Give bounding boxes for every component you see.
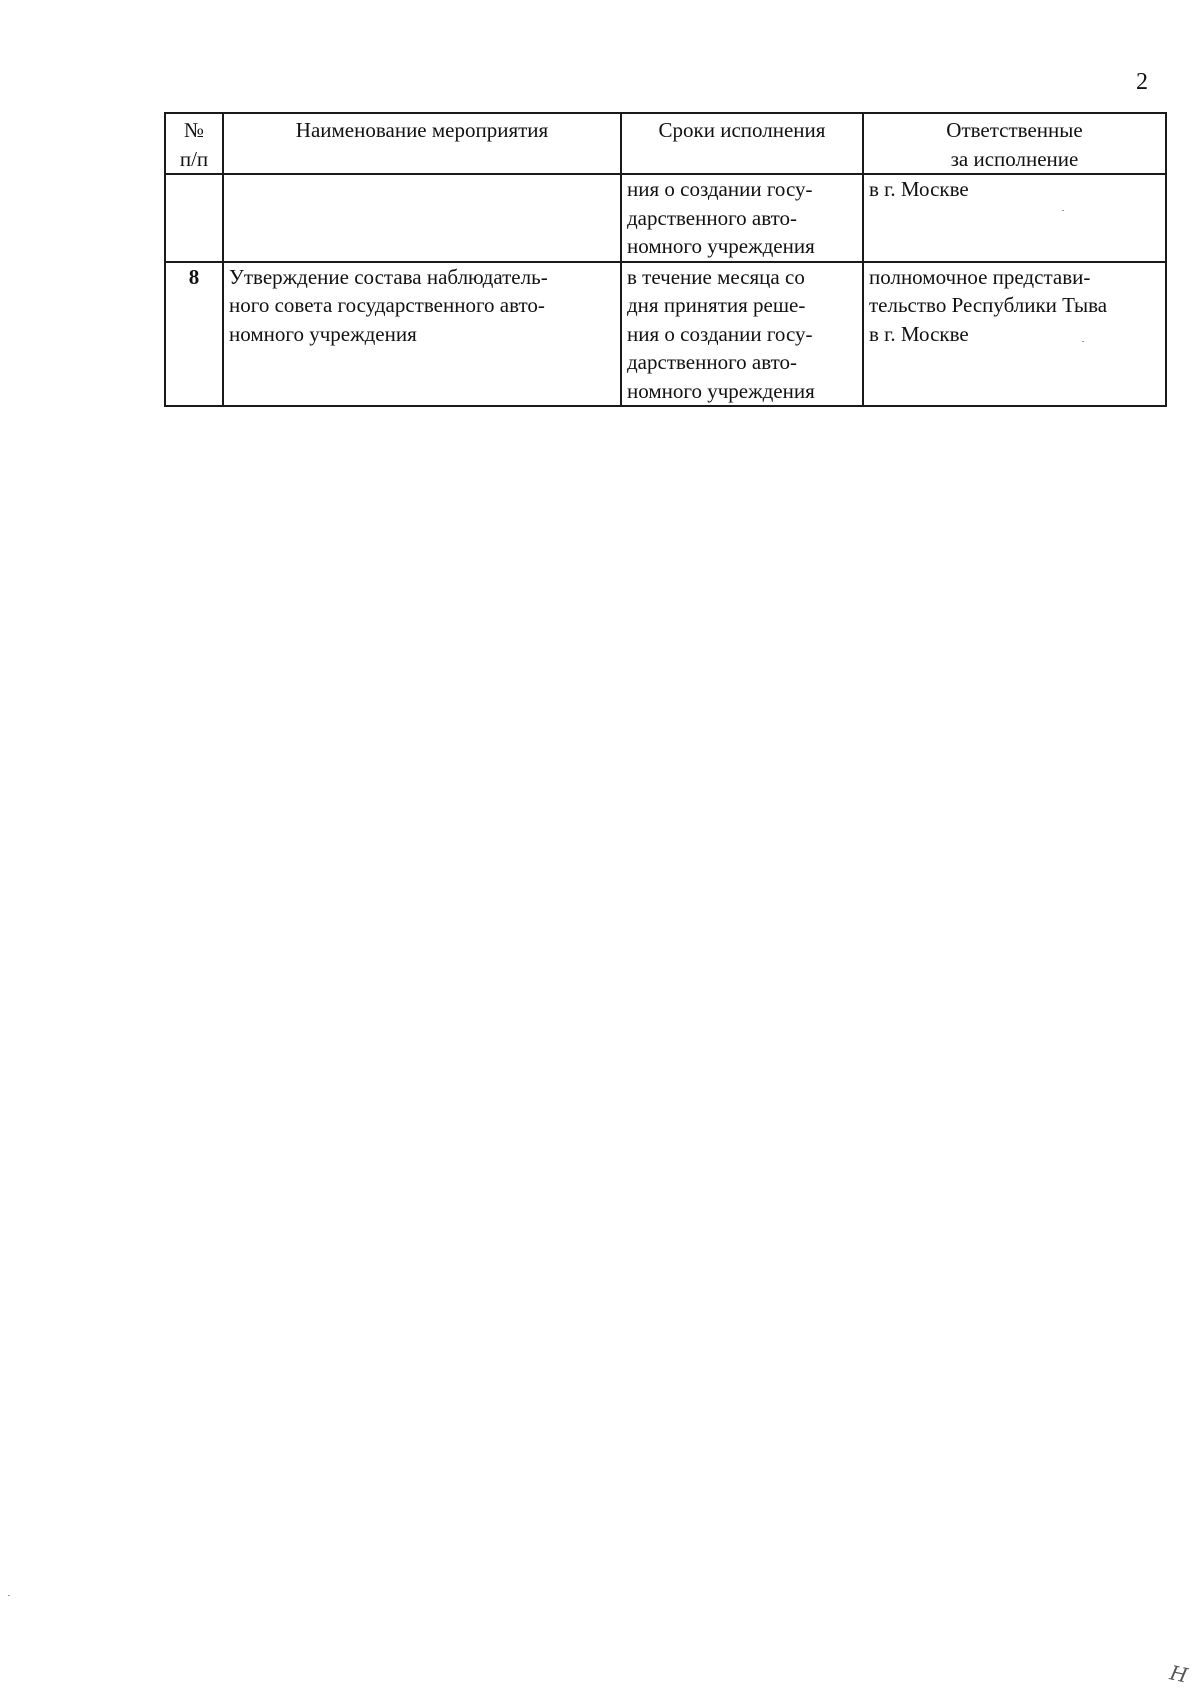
scan-speck — [8, 1595, 10, 1596]
activity-plan-table — [164, 112, 1167, 407]
deadline-line: дня принятия реше- — [627, 293, 806, 317]
activity-name-line: ного совета государственного авто- — [229, 293, 545, 317]
deadline-line: номного учреждения — [627, 234, 815, 258]
scan-speck — [1062, 210, 1064, 211]
handwritten-initial-mark: Н — [1167, 1660, 1190, 1688]
responsible-line: полномочное представи- — [869, 264, 1091, 289]
header-responsible-line: за исполнение — [950, 146, 1079, 171]
activity-name-cell — [223, 262, 621, 407]
header-activity-name — [223, 113, 621, 174]
header-responsible-line: Ответственные — [946, 118, 1083, 142]
page-number: 2 — [1136, 69, 1148, 95]
table-header-row — [165, 113, 1166, 174]
activity-name-cell — [223, 174, 621, 262]
deadline-line: дарственного авто- — [627, 205, 798, 230]
header-deadline — [621, 113, 863, 174]
header-term-line: Сроки исполнения — [658, 118, 826, 142]
header-name-line: Наименование мероприятия — [295, 118, 549, 142]
header-num — [165, 113, 223, 174]
header-responsible — [863, 113, 1166, 174]
scan-speck — [1082, 341, 1084, 342]
deadline-line: номного учреждения — [627, 378, 815, 403]
activity-name-line: номного учреждения — [229, 321, 417, 346]
header-num-line: п/п — [179, 146, 209, 171]
responsible-cell — [863, 174, 1166, 262]
responsible-line: в г. Москве — [869, 177, 969, 201]
table-row — [165, 262, 1166, 407]
responsible-line: в г. Москве — [869, 321, 969, 346]
row-number-cell — [165, 174, 223, 262]
deadline-cell — [621, 174, 863, 262]
deadline-line: дарственного авто- — [627, 350, 798, 374]
responsible-cell — [863, 262, 1166, 407]
header-num-line: № — [183, 118, 205, 142]
deadline-line: ния о создании госу- — [627, 321, 813, 346]
deadline-cell — [621, 262, 863, 407]
activity-name-line: Утверждение состава наблюдатель- — [229, 264, 548, 289]
row-number-cell: 8 — [165, 262, 223, 407]
deadline-line: ния о создании госу- — [627, 177, 813, 201]
responsible-line: тельство Республики Тыва — [869, 293, 1108, 317]
table-row — [165, 174, 1166, 262]
deadline-line: в течение месяца со — [627, 264, 805, 289]
